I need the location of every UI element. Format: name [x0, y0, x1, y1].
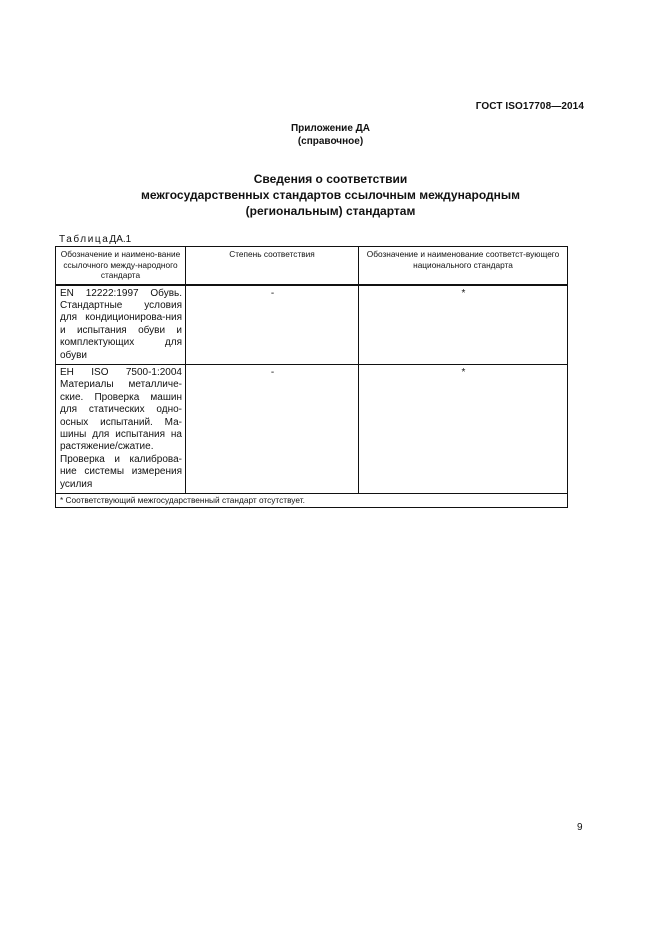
- section-title: [0, 171, 661, 219]
- row-degree: -: [186, 364, 359, 493]
- table-footnote-row: [56, 494, 568, 508]
- header-national-standard: Обозначение и наименование соответст-вующего национального стандарта: [359, 247, 568, 285]
- title-line-3: (региональным) стандартам: [245, 204, 416, 218]
- table-row: [56, 285, 568, 365]
- table-caption-prefix: Таблица: [59, 234, 110, 245]
- document-code: ГОСТ ISO17708—2014: [475, 101, 584, 112]
- row-reference-standard: EN 12222:1997 Обувь. Стандартные условия для кондиционирова-ния и испытания обуви и комплектующих для обуви: [56, 285, 186, 365]
- table-row: [56, 364, 568, 493]
- table-caption: [59, 234, 131, 245]
- table-caption-id: ДА.1: [109, 234, 132, 245]
- page-number: 9: [577, 822, 583, 833]
- appendix-subtitle: (справочное): [297, 136, 364, 147]
- row-national-standard: *: [359, 364, 568, 493]
- header-reference-standard: Обозначение и наимено-вание ссылочного между-народного стандарта: [56, 247, 186, 285]
- appendix-title: Приложение ДА: [290, 123, 371, 134]
- table-footnote: * Соответствующий межгосударственный стандарт отсутствует.: [56, 494, 568, 508]
- title-line-1: Сведения о соответствии: [253, 172, 408, 186]
- row-reference-standard: ЕН ISO 7500-1:2004 Материалы металличе-ские. Проверка машин для статических одно-осных испытаний. Ма-шины для испытания на растяжение/сжатие. Проверка и калиброва-ние системы измерения усилия: [56, 364, 186, 493]
- title-line-2: межгосударственных стандартов ссылочным международным: [141, 188, 520, 202]
- correspondence-table: [55, 246, 568, 508]
- row-degree: -: [186, 285, 359, 365]
- table-header-row: [56, 247, 568, 285]
- row-national-standard: *: [359, 285, 568, 365]
- appendix-heading: [0, 122, 661, 148]
- header-degree-of-correspondence: Степень соответствия: [186, 247, 359, 285]
